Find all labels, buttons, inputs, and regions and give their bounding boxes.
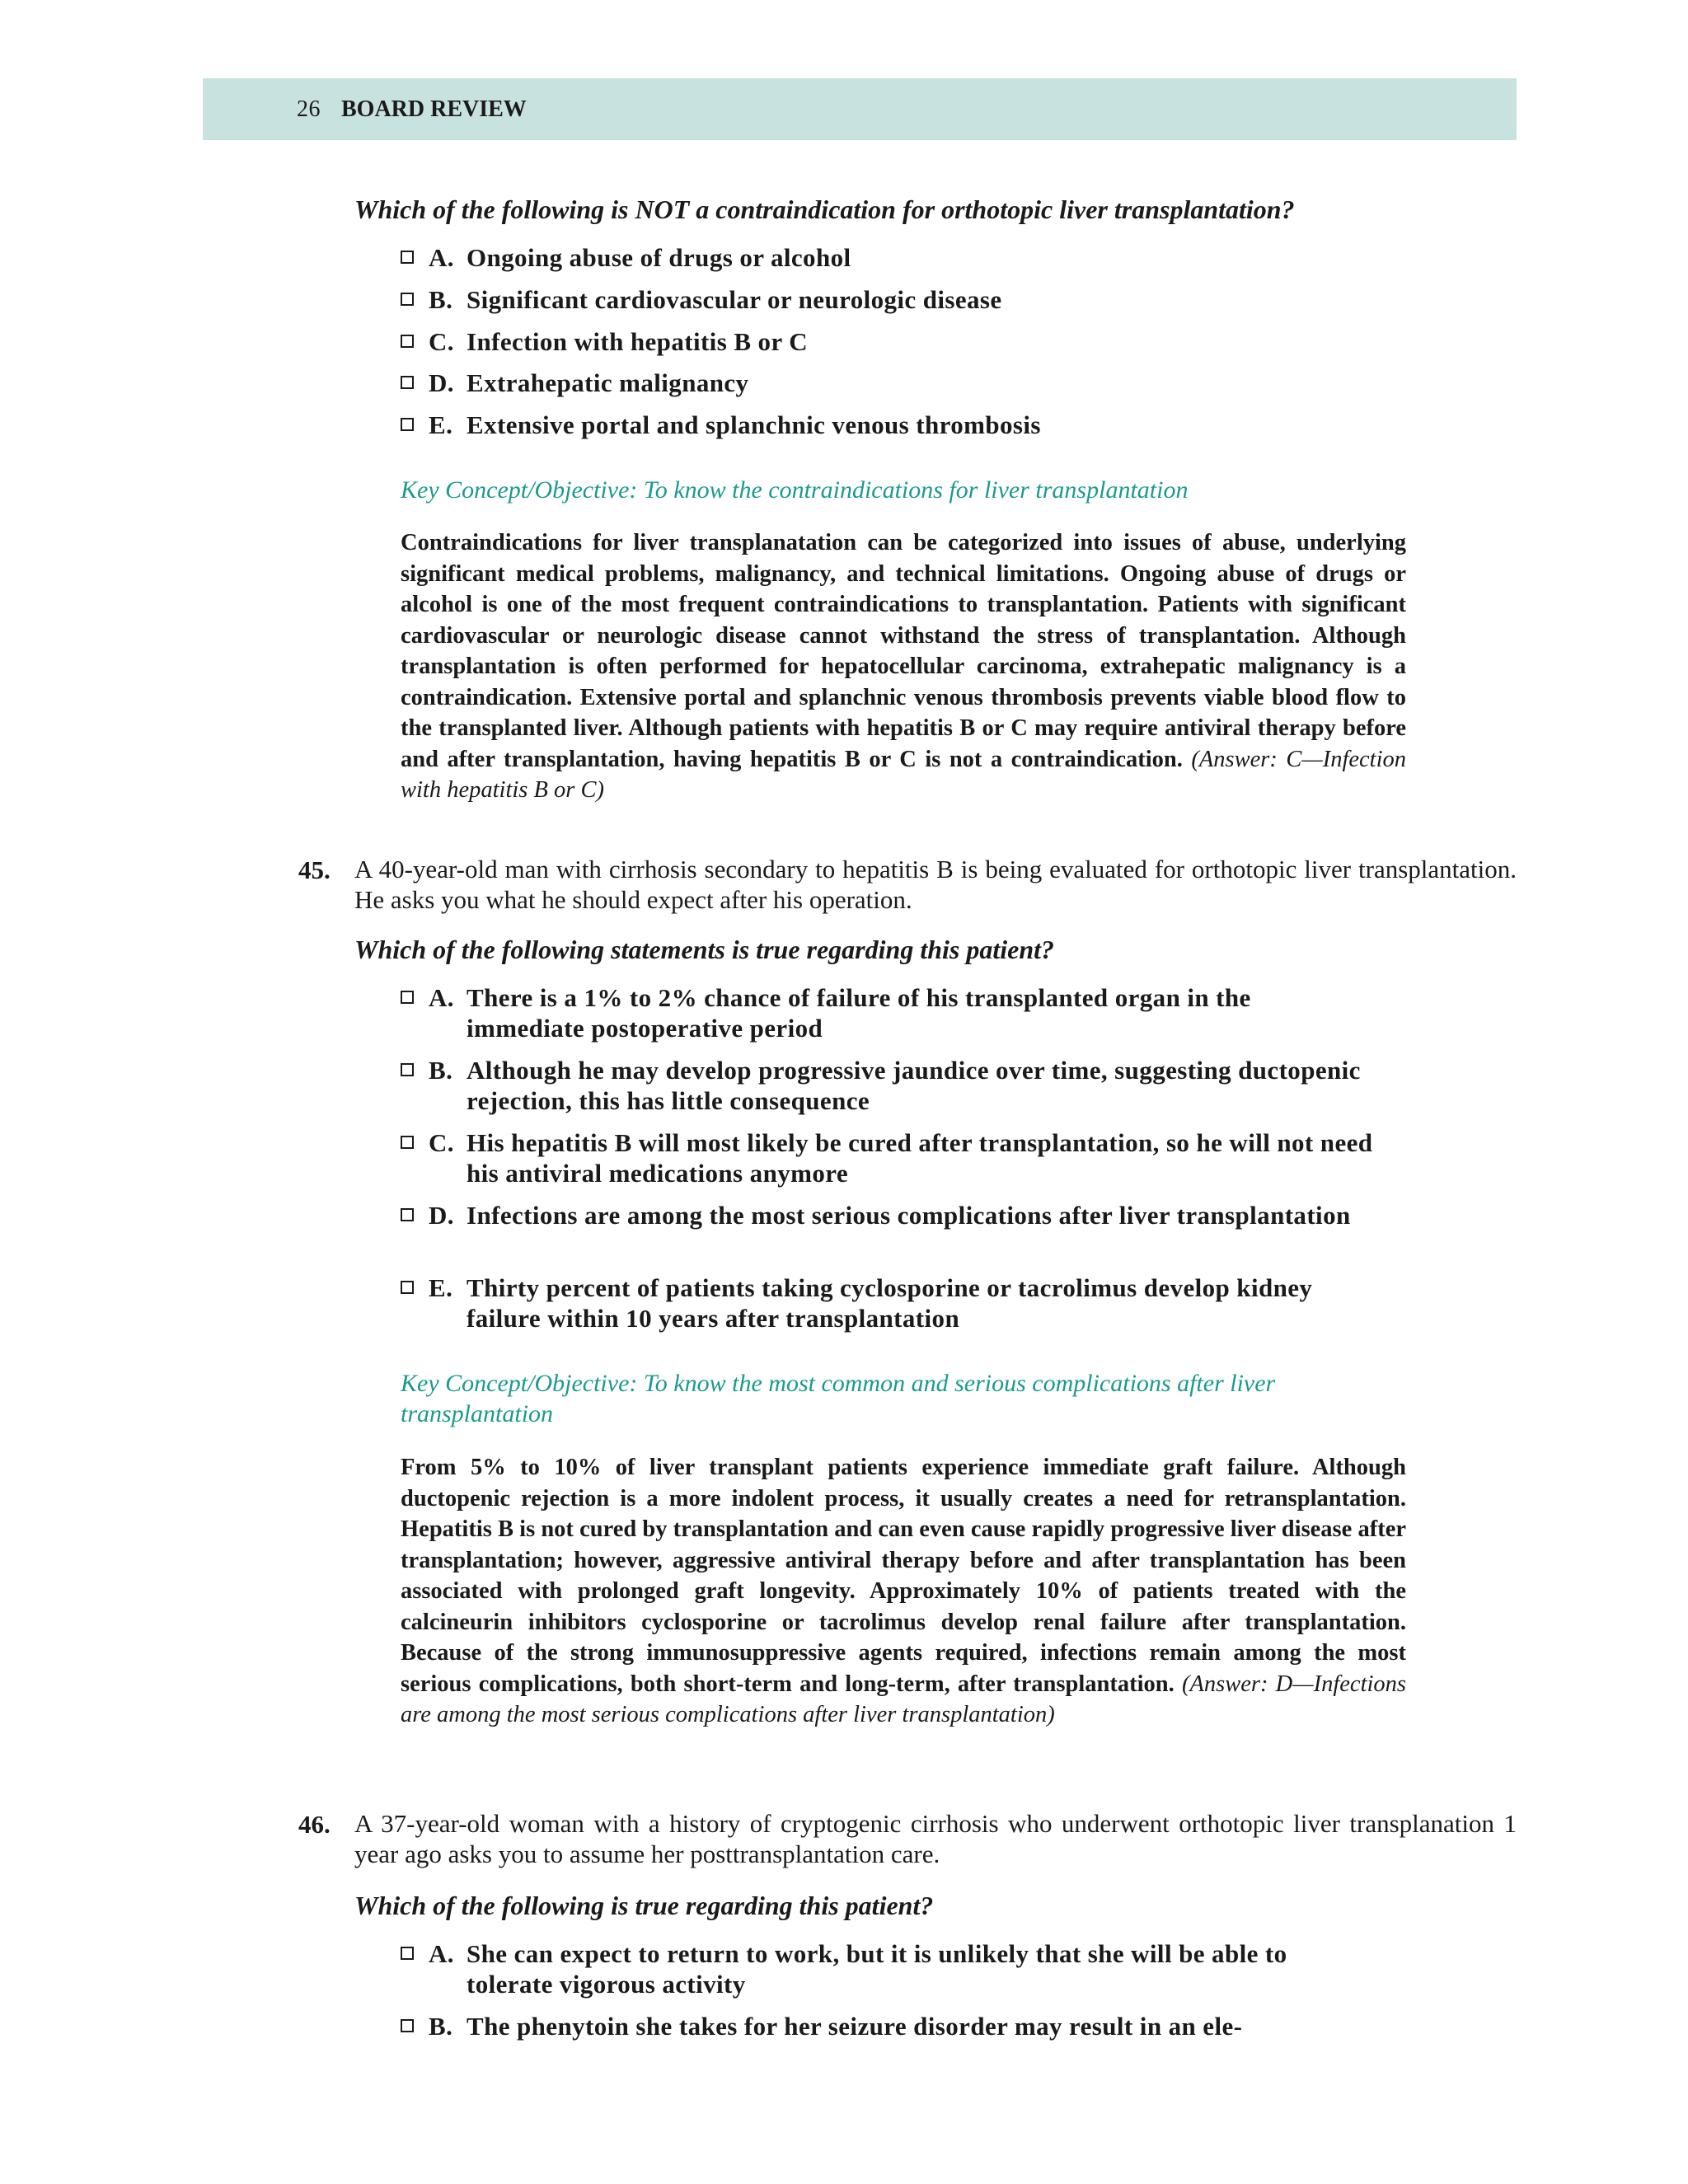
option-letter: C. [429,1128,454,1157]
option-text: Infections are among the most serious complications after liver transplantation [467,1201,1351,1230]
option-text: Although he may develop progressive jaundice over time, suggesting ductopenic rejection, this has little consequence [467,1056,1361,1115]
option-text: There is a 1% to 2% chance of failure of his transplanted organ in the immediate postoperative period [467,983,1251,1043]
checkbox-icon[interactable] [401,251,414,264]
explanation-text: Contraindications for liver transplanatation can be categorized into issues of abuse, underlying significant medical problems, malignancy, and technical limitations. Ongoing abuse of drugs or alcohol is one of the most frequent contraindications to transplantation. Patients with significant cardiovascular or neurologic disease cannot withstand the stress of transplantation. Although transplantation is often performed for hepatocellular carcinoma, extrahepatic malignancy is a contraindication. Extensive portal and splanchnic venous thrombosis prevents viable blood flow to the transplanted liver. Although patients with hepatitis B or C may require antiviral therapy before and after transplantation, having hepatitis B or C is not a contraindication. [401,530,1406,772]
explanation-text: From 5% to 10% of liver transplant patients experience immediate graft failure. Although ductopenic rejection is a more indolent process, it usually creates a need for retransplantation. Hepatitis B is not cured by transplantation and can even cause rapidly progressive liver disease after transplantation; however, aggressive antiviral therapy before and after transplantation has been associated with prolonged graft longevity. Approximately 10% of patients treated with the calcineurin inhibitors cyclosporine or tacrolimus develop renal failure after transplantation. Because of the strong immunosuppressive agents required, infections remain among the most serious complications, both short-term and long-term, after transplantation. [401,1455,1406,1697]
checkbox-icon[interactable] [401,1136,414,1149]
checkbox-icon[interactable] [401,376,414,389]
answer-option[interactable] [401,368,1373,398]
answer-key: (Answer: D—Infections are among the most serious complications after liver transplantation) [401,1671,1406,1727]
option-text: Extensive portal and splanchnic venous thrombosis [467,410,1041,439]
key-concept: Key Concept/Objective: To know the contraindications for liver transplantation [401,476,1189,504]
checkbox-icon[interactable] [401,991,414,1004]
explanation [401,527,1406,806]
question-number: 45. [298,855,331,884]
answer-option[interactable] [401,982,1373,1043]
key-concept: Key Concept/Objective: To know the most common and serious complications after liver transplantation [401,1370,1276,1427]
page-number: 26 [297,96,321,122]
option-letter: B. [429,285,453,314]
option-letter: A. [429,243,454,272]
running-header [203,78,1517,140]
checkbox-icon[interactable] [401,293,414,306]
option-letter: D. [429,368,454,397]
answer-option[interactable] [401,1127,1373,1188]
option-text: She can expect to return to work, but it is unlikely that she will be able to tolerate vigorous activity [467,1939,1287,1999]
answer-option[interactable] [401,326,1373,357]
option-letter: E. [429,410,453,439]
checkbox-icon[interactable] [401,418,414,431]
option-text: Significant cardiovascular or neurologic disease [467,285,1002,314]
option-letter: A. [429,983,454,1012]
explanation [401,1452,1406,1731]
answer-option[interactable] [401,1200,1373,1230]
answer-option[interactable] [401,242,1373,273]
option-text: His hepatitis B will most likely be cured after transplantation, so he will not need his antiviral medications anymore [467,1128,1373,1188]
option-letter: E. [429,1273,453,1302]
answer-option[interactable] [401,410,1373,440]
answer-option[interactable] [401,1938,1373,1999]
option-letter: D. [429,1201,454,1230]
checkbox-icon[interactable] [401,1281,414,1294]
question-stem: A 40-year-old man with cirrhosis secondary to hepatitis B is being evaluated for orthotopic liver transplantation. He asks you what he should expect after his operation. [354,855,1517,914]
checkbox-icon[interactable] [401,335,414,348]
option-letter: B. [429,1056,453,1085]
option-text: Thirty percent of patients taking cyclosporine or tacrolimus develop kidney failure within 10 years after transplantation [467,1273,1313,1333]
checkbox-icon[interactable] [401,1063,414,1076]
question-prompt: Which of the following is NOT a contraindication for orthotopic liver transplantation? [354,194,1295,224]
answer-option[interactable] [401,1055,1373,1116]
option-text: Infection with hepatitis B or C [467,327,808,356]
answer-option[interactable] [401,284,1373,315]
option-letter: C. [429,327,454,356]
answer-option[interactable] [401,1272,1373,1333]
question-number: 46. [298,1810,331,1839]
checkbox-icon[interactable] [401,1208,414,1221]
checkbox-icon[interactable] [401,1947,414,1960]
question-prompt: Which of the following statements is true regarding this patient? [354,935,1055,964]
running-title: BOARD REVIEW [341,96,527,122]
question-stem: A 37-year-old woman with a history of cryptogenic cirrhosis who underwent orthotopic liver transplanation 1 year ago asks you to assume her posttransplantation care. [354,1809,1517,1868]
option-text: Ongoing abuse of drugs or alcohol [467,243,851,272]
option-letter: A. [429,1939,454,1968]
checkbox-icon[interactable] [401,2019,414,2032]
option-text: Extrahepatic malignancy [467,368,749,397]
question-prompt: Which of the following is true regarding this patient? [354,1891,934,1920]
option-text: The phenytoin she takes for her seizure disorder may result in an ele- [467,2012,1243,2041]
answer-option[interactable] [401,2011,1373,2041]
answer-key: (Answer: C—Infection with hepatitis B or C) [401,746,1406,803]
option-letter: B. [429,2012,453,2041]
